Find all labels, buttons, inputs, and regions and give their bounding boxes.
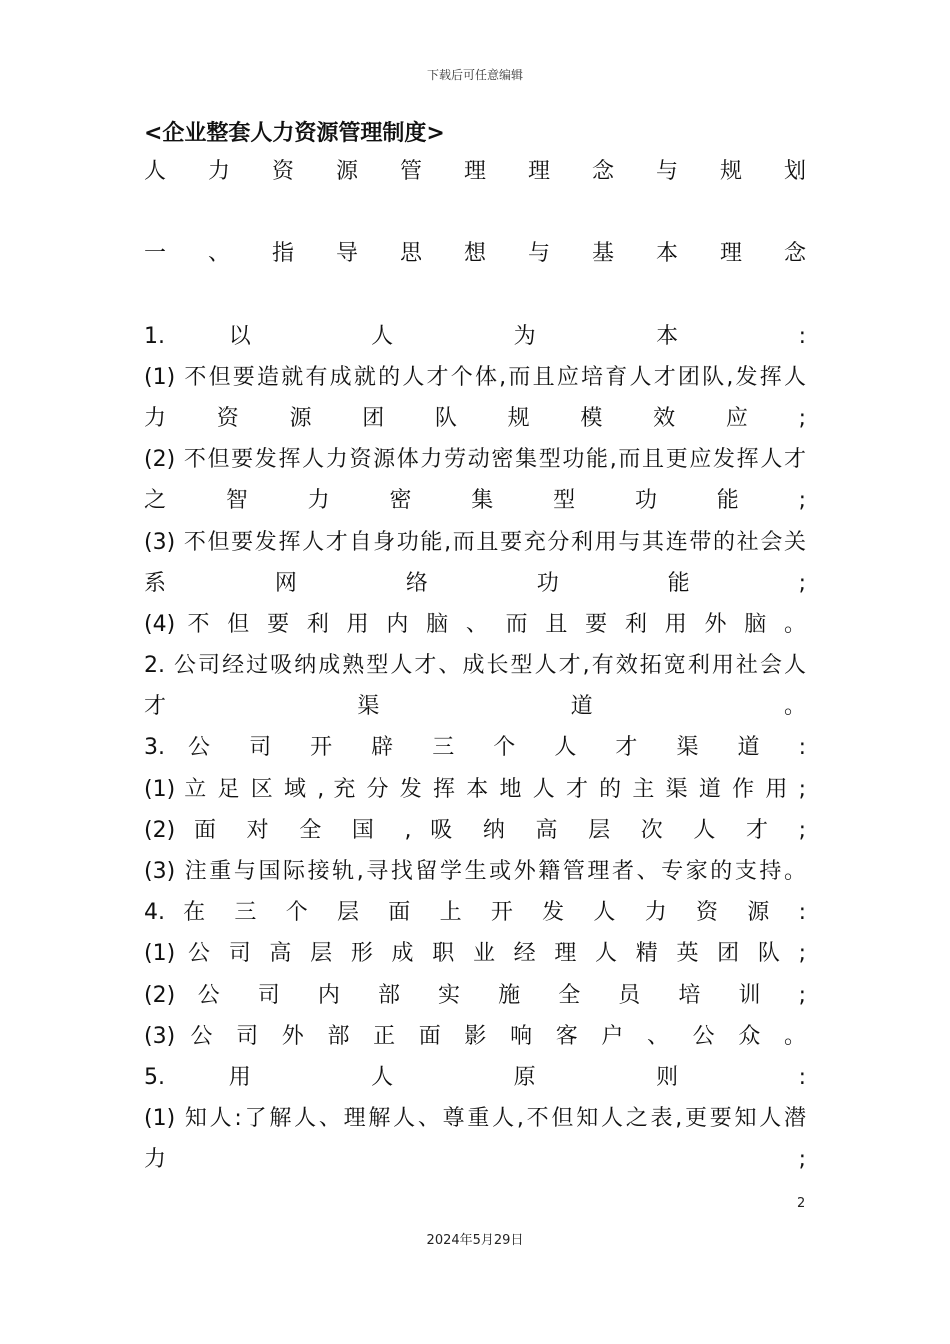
paragraph-line: (4) 不 但 要 利 用 内 脑 、 而 且 要 利 用 外 脑 。 <box>144 611 806 637</box>
paragraph-line: (1) 公 司 高 层 形 成 职 业 经 理 人 精 英 团 队 ; <box>144 941 806 967</box>
paragraph-line: 才 渠 道 。 <box>144 694 806 720</box>
paragraph-line: (2) 面 对 全 国 , 吸 纳 高 层 次 人 才 ; <box>144 817 806 843</box>
paragraph-line: (3) 不但要发挥人才自身功能,而且要充分利用与其连带的社会关 <box>144 529 806 555</box>
paragraph-line: (3) 注重与国际接轨,寻找留学生或外籍管理者、专家的支持。 <box>144 859 806 884</box>
footer-date: 2024年5月29日 <box>426 1233 524 1248</box>
page-number: 2 <box>797 1196 806 1211</box>
paragraph-line: 3. 公 司 开 辟 三 个 人 才 渠 道 : <box>144 735 806 761</box>
paragraph-line: 力 资 源 团 队 规 模 效 应 ; <box>144 405 806 431</box>
blank-line <box>144 192 806 233</box>
paragraph-line: 之 智 力 密 集 型 功 能 ; <box>144 488 806 514</box>
section-heading: 人 力 资 源 管 理 理 念 与 规 划 <box>144 159 806 184</box>
paragraph-line: (2) 不但要发挥人力资源体力劳动密集型功能,而且更应发挥人才 <box>144 447 806 473</box>
document-title: <企业整套人力资源管理制度> <box>144 121 445 146</box>
paragraph-line: 2. 公司经过吸纳成熟型人才、成长型人才,有效拓宽利用社会人 <box>144 653 806 679</box>
paragraph-line: (2) 公 司 内 部 实 施 全 员 培 训 ; <box>144 982 806 1008</box>
paragraph-line: 4. 在 三 个 层 面 上 开 发 人 力 资 源 : <box>144 900 806 926</box>
paragraph-line: (1) 不但要造就有成就的人才个体,而且应培育人才团队,发挥人 <box>144 364 806 390</box>
blank-line <box>144 274 806 315</box>
paragraph-line: (3) 公 司 外 部 正 面 影 响 客 户 、 公 众 。 <box>144 1023 806 1049</box>
paragraph-line: 1. 以 人 为 本 : <box>144 323 806 349</box>
header-note: 下载后可任意编辑 <box>426 68 523 82</box>
paragraph-line: (1) 立 足 区 域 , 充 分 发 挥 本 地 人 才 的 主 渠 道 作 用 ; <box>144 776 806 802</box>
document-body <box>144 117 806 1181</box>
paragraph-line: (1) 知人:了解人、理解人、尊重人,不但知人之表,更要知人潜 <box>144 1106 806 1132</box>
paragraph-line: 系 网 络 功 能 ; <box>144 570 806 596</box>
section-heading: 一 、 指 导 思 想 与 基 本 理 念 <box>144 241 806 267</box>
paragraph-line: 力 ; <box>144 1147 806 1173</box>
paragraph-line: 5. 用 人 原 则 : <box>144 1064 806 1090</box>
